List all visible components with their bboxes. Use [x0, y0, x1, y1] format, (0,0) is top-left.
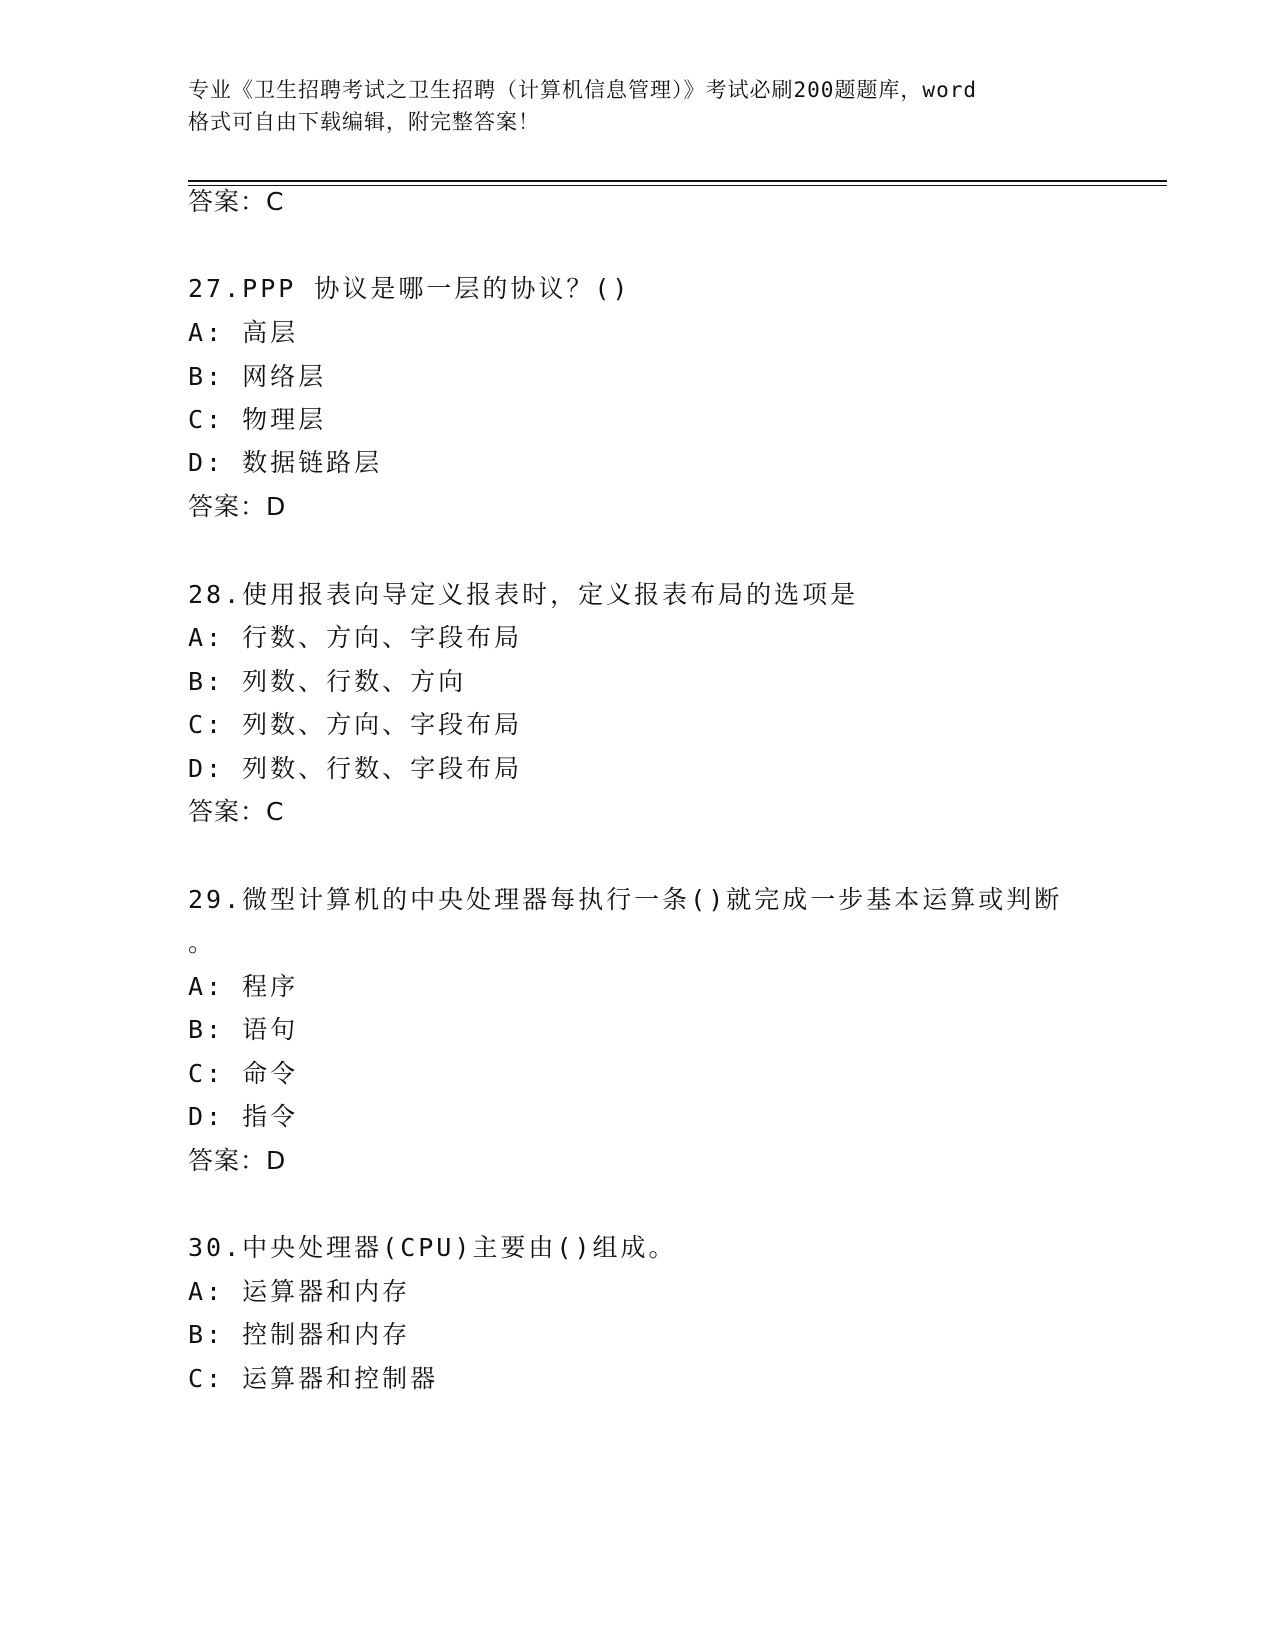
question-30-option-b: B: 控制器和内存 — [188, 1320, 411, 1349]
question-27-answer: 答案：D — [188, 492, 287, 521]
header-line-1: 专业《卫生招聘考试之卫生招聘（计算机信息管理）》考试必刷200题题库，word — [188, 78, 977, 102]
question-27-option-d: D: 数据链路层 — [188, 448, 383, 477]
header-line-2: 格式可自由下载编辑，附完整答案！ — [188, 110, 540, 134]
header-divider-thin — [188, 185, 1167, 186]
question-29-option-a: A: 程序 — [188, 972, 299, 1001]
question-28-answer: 答案：C — [188, 797, 285, 826]
question-29-option-d: D: 指令 — [188, 1102, 299, 1131]
question-28-option-c: C: 列数、方向、字段布局 — [188, 710, 523, 739]
previous-answer: 答案：C — [188, 187, 285, 216]
question-28-option-d: D: 列数、行数、字段布局 — [188, 754, 523, 783]
question-28-stem: 28.使用报表向导定义报表时，定义报表布局的选项是 — [188, 580, 859, 609]
question-29-answer: 答案：D — [188, 1146, 287, 1175]
question-29-stem-continuation: 。 — [188, 928, 217, 957]
question-28-option-a: A: 行数、方向、字段布局 — [188, 623, 523, 652]
question-30-option-a: A: 运算器和内存 — [188, 1277, 411, 1306]
question-29-stem: 29.微型计算机的中央处理器每执行一条()就完成一步基本运算或判断 — [188, 885, 1063, 914]
question-30-stem: 30.中央处理器(CPU)主要由()组成。 — [188, 1233, 677, 1262]
question-29-option-b: B: 语句 — [188, 1015, 299, 1044]
document-header — [188, 74, 1088, 138]
question-27-option-a: A: 高层 — [188, 318, 299, 347]
question-27-option-b: B: 网络层 — [188, 362, 327, 391]
header-divider — [188, 180, 1167, 182]
question-30-option-c: C: 运算器和控制器 — [188, 1364, 439, 1393]
question-28-option-b: B: 列数、行数、方向 — [188, 667, 467, 696]
question-27-stem: 27.PPP 协议是哪一层的协议？() — [188, 274, 631, 303]
question-27-option-c: C: 物理层 — [188, 405, 327, 434]
question-29-option-c: C: 命令 — [188, 1059, 299, 1088]
